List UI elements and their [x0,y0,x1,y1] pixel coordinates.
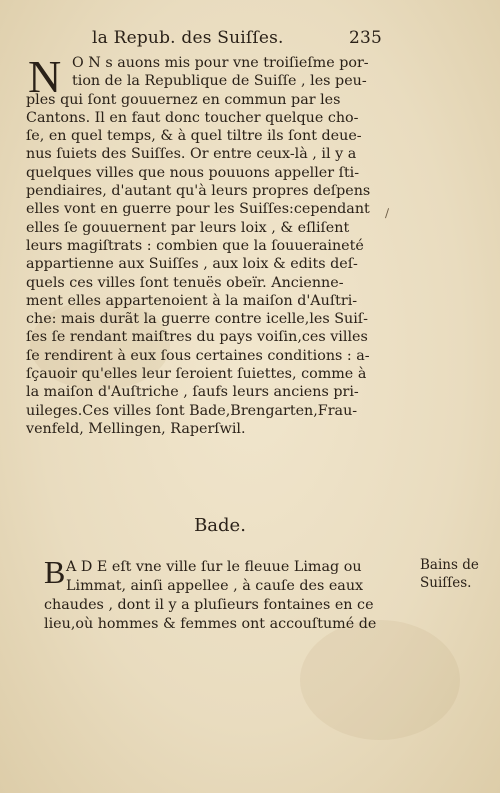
drop-capital-n: N [28,51,62,102]
text-line: Limmat, ainſi appellee , à cauſe des eaux [66,578,364,594]
text-line: ples qui ſont gouuernez en commun par les [26,91,341,108]
text-line: leurs magiſtrats : combien que la ſouueraineté [26,237,364,254]
text-line: ſes ſe rendant maiſtres du pays voiſin,ces villes [26,329,368,346]
text-line: che: mais durãt la guerre contre icelle,les Suiſ- [26,311,368,328]
text-line: tion de la Republique de Suiſſe , les peu- [72,73,367,90]
text-line: ment elles appartenoient à la maiſon d'Auſtri- [26,292,358,309]
text-line: ſe, en quel temps, & à quel tiltre ils ſont deue- [26,128,362,145]
marginal-note-line: Suiſſes. [420,575,472,591]
text-line: appartienne aux Suiſſes , aux loix & edits deſ- [26,256,358,273]
text-line: chaudes , dont il y a pluſieurs fontaines en ce [44,597,374,613]
paragraph-main [26,51,386,438]
text-line: quelques villes que nous pouuons appeller ſti- [26,164,360,181]
ink-mark: ∕ [385,206,390,220]
text-line: Cantons. Il en faut donc toucher quelque cho- [26,109,359,126]
paper-stain [300,620,460,740]
text-line: nus ſuiets des Suiſſes. Or entre ceux-là , il y a [26,146,357,163]
page-number: 235 [348,28,382,48]
running-title: la Repub. des Suiſſes. [92,28,284,48]
text-line: pendiaires, d'autant qu'à leurs propres deſpens [26,183,371,200]
text-line: uileges.Ces villes ſont Bade,Brengarten,Frau- [26,402,358,419]
text-line: A D E eſt vne ville ſur le fleuue Limag ou [66,559,362,575]
text-line: quels ces villes ſont tenuës obeïr. Ancienne- [26,274,344,291]
text-line: la maiſon d'Auſtriche , ſaufs leurs anciens pri- [26,384,359,401]
marginal-note [420,556,494,592]
text-line: ſçauoir qu'elles leur ſeroient ſuiettes, comme à [26,366,367,383]
marginal-note-line: Bains de [420,557,479,573]
section-heading: Bade. [194,515,246,536]
text-line: elles vont en guerre pour les Suiſſes:cependant [26,201,370,218]
paragraph-bade [44,554,404,634]
text-line: lieu,où hommes & femmes ont accouſtumé de [44,616,377,632]
drop-capital-b: B [44,554,66,590]
text-line: O N s auons mis pour vne troiſieſme por- [72,55,369,71]
text-line: elles ſe gouuernent par leurs loix , & eſliſent [26,219,350,236]
text-line: venfeld, Mellingen, Raperſwil. [26,420,246,437]
text-line: ſe rendirent à eux ſous certaines conditions : a- [26,347,370,364]
